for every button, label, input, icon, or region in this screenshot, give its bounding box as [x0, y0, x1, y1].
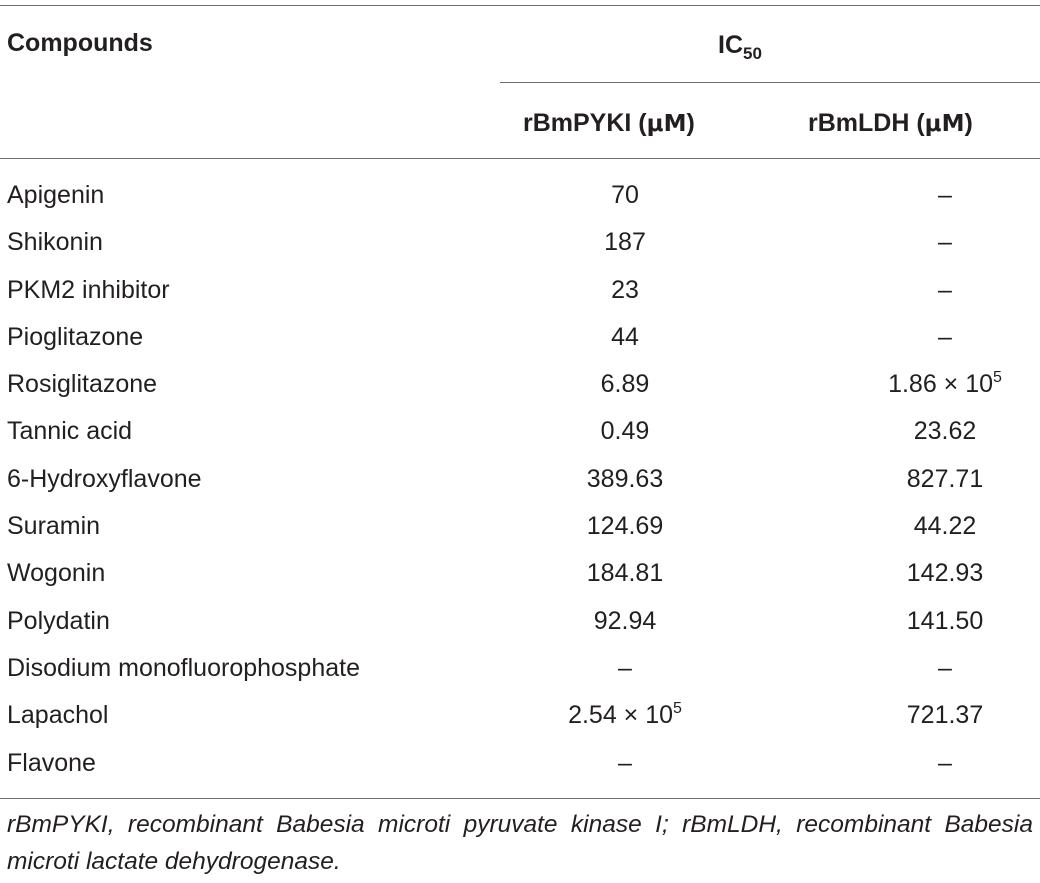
cell-rbmpyki [500, 692, 750, 739]
cell-rbmpyki [500, 550, 750, 597]
header-rbmldh-close: ) [964, 109, 973, 137]
cell-rbmpyki-value: – [618, 748, 632, 777]
header-rbmldh [808, 108, 973, 139]
cell-rbmldh [815, 598, 1040, 645]
cell-rbmldh-value: 721.37 [906, 701, 984, 730]
cell-rbmldh-value: 1.86 × 10 [888, 370, 994, 399]
cell-rbmldh-value: – [938, 275, 952, 304]
cell-rbmpyki [500, 267, 750, 314]
cell-rbmldh [815, 645, 1040, 692]
cell-rbmldh [815, 314, 1040, 361]
cell-rbmpyki-exponent: 5 [673, 700, 682, 718]
cell-rbmpyki-value: 6.89 [600, 370, 650, 399]
header-rbmpyki-close: ) [686, 109, 695, 137]
cell-rbmpyki-value: – [618, 653, 632, 682]
table-top-rule [0, 5, 1040, 6]
header-ic50-subscript: 50 [743, 44, 762, 63]
header-compounds: Compounds [7, 29, 153, 57]
cell-rbmpyki-value: 44 [611, 322, 639, 351]
cell-rbmldh-value: – [938, 748, 952, 777]
header-rbmldh-label: rBmLDH ( [808, 109, 925, 137]
table-row [0, 692, 1040, 739]
cell-rbmldh [815, 172, 1040, 219]
cell-rbmldh [815, 267, 1040, 314]
cell-rbmldh-value: – [938, 653, 952, 682]
cell-rbmldh [815, 503, 1040, 550]
cell-compound: Tannic acid [7, 417, 133, 446]
table-row [0, 645, 1040, 692]
table-row [0, 172, 1040, 219]
cell-compound: 6-Hydroxyflavone [7, 464, 202, 493]
table-row [0, 503, 1040, 550]
cell-rbmpyki [500, 172, 750, 219]
cell-rbmpyki [500, 361, 750, 408]
cell-compound: PKM2 inhibitor [7, 275, 170, 304]
cell-rbmldh [815, 408, 1040, 455]
cell-rbmpyki-value: 187 [604, 228, 646, 257]
cell-compound: Wogonin [7, 559, 106, 588]
cell-rbmpyki [500, 503, 750, 550]
cell-compound: Rosiglitazone [7, 370, 158, 399]
table-bottom-rule [0, 798, 1040, 799]
cell-rbmpyki-value: 124.69 [586, 512, 664, 541]
cell-rbmpyki-value: 70 [611, 181, 639, 209]
table-row [0, 550, 1040, 597]
cell-compound: Disodium monofluorophosphate [7, 653, 360, 682]
cell-rbmldh-exponent: 5 [993, 369, 1002, 387]
table-row [0, 456, 1040, 503]
cell-rbmldh-value: 141.50 [906, 606, 984, 635]
cell-rbmldh [815, 550, 1040, 597]
cell-rbmldh-value: 23.62 [913, 417, 977, 446]
cell-rbmldh-value: – [938, 228, 952, 257]
header-bottom-rule [0, 158, 1040, 159]
cell-rbmpyki [500, 314, 750, 361]
header-rbmpyki-label: rBmPYKI ( [523, 109, 647, 137]
cell-rbmpyki [500, 598, 750, 645]
header-ic50 [718, 30, 762, 69]
cell-rbmpyki [500, 740, 750, 787]
cell-rbmldh-value: 827.71 [906, 464, 984, 493]
cell-rbmldh-value: – [938, 322, 952, 351]
cell-rbmpyki [500, 408, 750, 455]
table-row [0, 361, 1040, 408]
cell-rbmpyki-value: 184.81 [586, 559, 664, 588]
header-rbmpyki-unit: μM [646, 111, 687, 137]
table-footnote: rBmPYKI, recombinant Babesia microti pyruvate kinase I; rBmLDH, recombinant Babesia microti lactate dehydrogenase. [7, 811, 1033, 875]
table-body [0, 172, 1040, 787]
cell-rbmldh [815, 740, 1040, 787]
ic50-group-rule [500, 82, 1040, 83]
cell-compound: Apigenin [7, 181, 105, 209]
cell-rbmldh-value: – [938, 181, 952, 209]
cell-rbmldh [815, 456, 1040, 503]
cell-rbmpyki-value: 23 [611, 275, 639, 304]
cell-rbmldh [815, 692, 1040, 739]
cell-rbmpyki [500, 645, 750, 692]
header-rbmpyki [523, 108, 695, 139]
table-row [0, 598, 1040, 645]
cell-rbmpyki-value: 92.94 [593, 606, 657, 635]
cell-compound: Pioglitazone [7, 322, 144, 351]
cell-compound: Lapachol [7, 701, 109, 730]
cell-compound: Flavone [7, 748, 96, 777]
header-ic50-label: IC [718, 31, 743, 59]
table-row [0, 740, 1040, 787]
table-row [0, 219, 1040, 266]
cell-compound: Shikonin [7, 228, 103, 257]
cell-compound: Suramin [7, 512, 101, 541]
header-rbmldh-unit: μM [924, 111, 965, 137]
cell-rbmldh [815, 361, 1040, 408]
table-row [0, 314, 1040, 361]
cell-compound: Polydatin [7, 606, 110, 635]
cell-rbmpyki-value: 2.54 × 10 [568, 701, 674, 730]
cell-rbmpyki-value: 389.63 [586, 464, 664, 493]
table-row [0, 408, 1040, 455]
cell-rbmldh [815, 219, 1040, 266]
cell-rbmpyki [500, 219, 750, 266]
cell-rbmpyki-value: 0.49 [600, 417, 650, 446]
table-row [0, 267, 1040, 314]
cell-rbmldh-value: 142.93 [906, 559, 984, 588]
cell-rbmldh-value: 44.22 [913, 512, 977, 541]
cell-rbmpyki [500, 456, 750, 503]
